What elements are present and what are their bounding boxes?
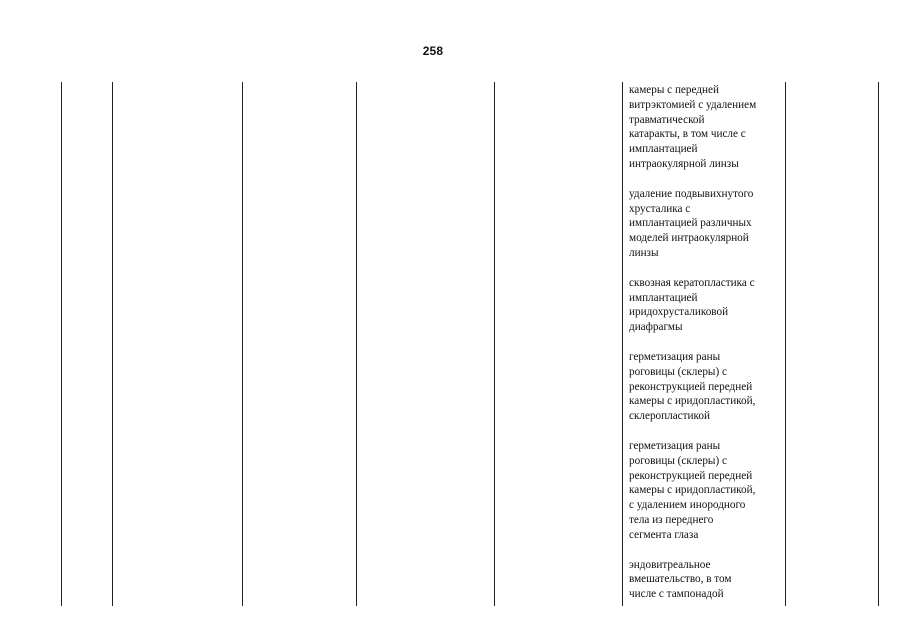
procedure-entry [629,276,785,335]
procedure-entry [629,558,785,602]
procedure-line: иридохрусталиковой [629,306,729,319]
procedure-line: герметизация раны [629,439,721,452]
procedure-line: камеры с иридопластикой, [629,484,756,497]
procedure-line: тела из переднего [629,513,714,526]
procedure-line: с удалением инородного [629,499,746,512]
column-border [622,82,623,606]
procedure-line: реконструкцией передней [629,469,753,482]
procedure-line: катаракты, в том числе с [629,128,746,141]
column-border [878,82,879,606]
procedure-line: интраокулярной линзы [629,157,739,170]
procedure-line: роговицы (склеры) с [629,365,727,378]
procedure-entry [629,350,785,424]
procedure-line: склеропластикой [629,410,710,423]
procedure-entry [629,187,785,261]
procedure-line: моделей интраокулярной [629,232,749,245]
procedure-entry [629,439,785,543]
procedure-line: травматической [629,113,705,126]
procedure-line: герметизация раны [629,350,721,363]
procedure-line: имплантацией [629,143,698,156]
column-border [785,82,786,606]
procedure-line: сквозная кератопластика с [629,276,755,289]
column-border [112,82,113,606]
procedure-line: числе с тампонадой [629,588,724,601]
procedure-line: витрэктомией с удалением [629,98,757,111]
procedure-entry [629,83,785,172]
procedure-line: имплантацией различных [629,217,752,230]
procedure-line: линзы [629,246,659,259]
column-border [61,82,62,606]
column-border [494,82,495,606]
procedure-line: реконструкцией передней [629,380,753,393]
treatment-methods-cell [629,83,785,617]
procedure-line: диафрагмы [629,321,683,334]
procedure-line: эндовитреальное [629,558,711,571]
procedure-line: сегмента глаза [629,528,699,541]
column-border [356,82,357,606]
column-border [242,82,243,606]
procedure-line: хрусталика с [629,202,691,215]
procedure-line: роговицы (склеры) с [629,454,727,467]
procedure-line: вмешательство, в том [629,573,732,586]
procedure-line: имплантацией [629,291,698,304]
procedure-line: удаление подвывихнутого [629,187,754,200]
procedure-line: камеры с иридопластикой, [629,395,756,408]
procedure-line: камеры с передней [629,84,719,96]
page-number: 258 [422,44,444,58]
